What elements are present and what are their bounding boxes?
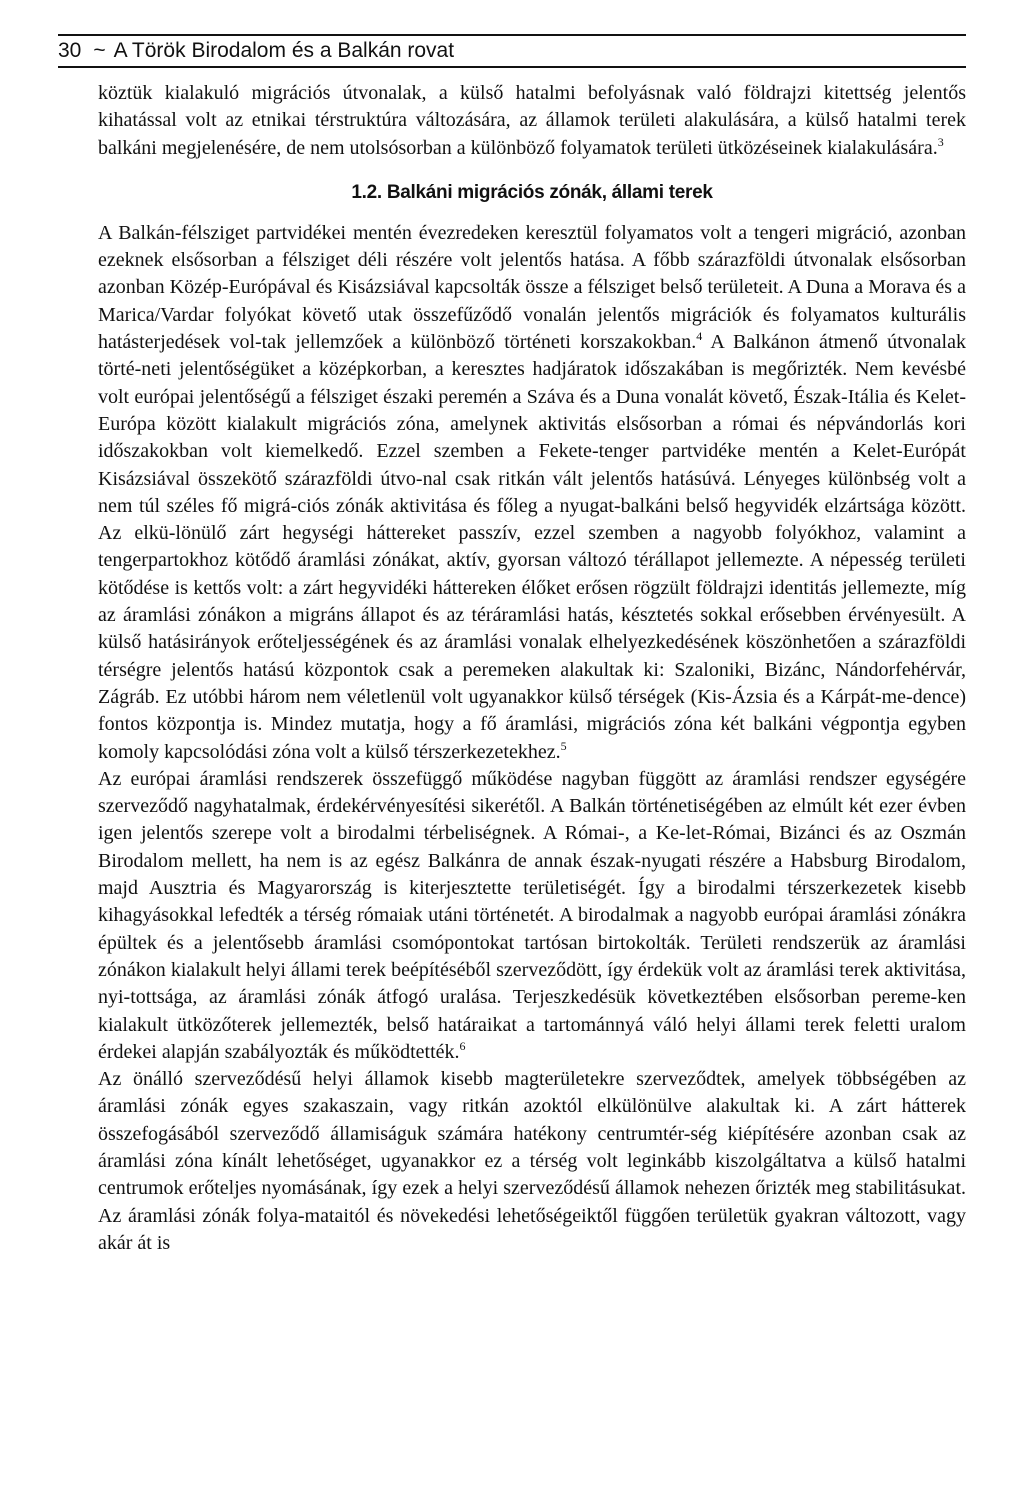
paragraph-text: Az önálló szerveződésű helyi államok kisebb magterületekre szerveződtek, amelyek többségében az áramlási zónák egyes szakaszain, vagy ritkán azoktól elkülönülve alakultak ki. A zárt hátterek összefogásából szerveződő államiságuk számára hatékony centrumtér-ség kiépítésére azonban csak az áramlási zóna kínált lehetőséget, ugyanakkor ez a térség volt leginkább kiszolgáltatva a külső hatalmi centrumok erőteljes nyomásának, így ezek a helyi szerveződésű államok nehezen őrizték meg stabilitásukat. Az áramlási zónák folya-mataitól és növekedési lehetőségeiktől függően területük gyakran változott, vagy akár át is xyxy=(98,1068,966,1254)
paragraph-text: A Balkán-félsziget partvidékei mentén évezredeken keresztül folyamatos volt a tengeri migráció, azonban ezeknek elsősorban a félsziget déli részére volt jelentős hatása. A főbb szárazföldi útvonalak elsősorban azonban Közép-Európával és Kisázsiával kapcsolták össze a félsziget belső területeit. A Duna a Morava és a Marica/Vardar folyókat követő utak összefűződő vonalán jelentős migrációk és folyamatos kulturális hatásterjedések vol-tak jellemzőek a különböző történeti korszakokban. xyxy=(98,221,966,354)
running-header xyxy=(58,34,966,68)
paragraph-migration-zones xyxy=(98,220,966,766)
paragraph-text: köztük kialakuló migrációs útvonalak, a külső hatalmi befolyásnak való földrajzi kitettség jelentős kihatással volt az etnikai térstruktúra változására, az államok területi alakulására, a külső hatalmi terek balkáni megjelenésére, de nem utolsósorban a különböző folyamatok területi ütközéseinek kialakulására. xyxy=(98,82,966,159)
main-text xyxy=(98,80,966,1257)
paragraph-continuation xyxy=(98,80,966,162)
page-number: 30 xyxy=(58,39,82,62)
series-title: A Török Birodalom és a Balkán rovat xyxy=(113,39,455,62)
section-heading: 1.2. Balkáni migrációs zónák, állami terek xyxy=(351,181,713,203)
header-separator: ~ xyxy=(93,39,106,62)
footnote-marker: 5 xyxy=(560,738,567,753)
paragraph-local-states xyxy=(98,1066,966,1257)
paragraph-text: Az európai áramlási rendszerek összefüggő működése nagyban függött az áramlási rendszer egységére szerveződő nagyhatalmak, érdekérvényesítési sikerétől. A Balkán történetiségében az elmúlt két ezer évben igen jelentős szerepe volt a birodalmi térbeliségnek. A Római-, a Ke-let-Római, Bizánci és az Oszmán Birodalom mellett, ha nem is az egész Balkánra de annak észak-nyugati részére a Habsburg Birodalom, majd Ausztria és Magyarország is kiterjesztette területiségét. Így a birodalmi térszerkezetek kisebb kihagyásokkal lefedték a térség rómaiak utáni történetét. A birodalmak a nagyobb európai áramlási zónákra épültek és a jelentősebb áramlási csomópontokat tartósan birtokolták. Területi rendszerük az áramlási zónákon kialakult helyi állami terek beépítéséből szerveződött, így érdekük volt az áramlási terek aktivitása, nyi-tottsága, az áramlási zónák átfogó uralása. Terjeszkedésük következtében elsősorban pereme-ken kialakult ütközőterek jellemezték, belső határaikat a tartománnyá váló helyi állami terek feletti uralom érdekei alapján szabályozták és működtették. xyxy=(98,767,966,1063)
footnote-marker: 6 xyxy=(459,1038,466,1053)
footnote-marker: 4 xyxy=(696,329,703,344)
footnote-marker: 3 xyxy=(937,134,944,149)
paragraph-empires xyxy=(98,766,966,1066)
paragraph-text: A Balkánon átmenő útvonalak törté-neti jelentőségüket a középkorban, a keresztes hadjáratok időszakában is megőrizték. Nem kevésbé volt európai jelentőségű a félsziget északi peremén a Száva és a Duna vonalát követő, Észak-Itália és Kelet-Európa között kialakult migrációs zóna, amelynek aktivitás elsősorban a római és népvándorlás kori időszakokban volt kiemelkedő. Ezzel szemben a Fekete-tenger partvidéke mentén a Kelet-Európát Kisázsiával összekötő szárazföldi útvo-nal csak ritkán vált jelentős hatásúvá. Lényeges különbség volt a nem túl széles fő migrá-ciós zónák aktivitása és főleg a nyugat-balkáni belső hegyvidék elzártsága között. Az elkü-lönülő zárt hegységi háttereket passzív, ezzel szemben a nagyobb folyókhoz, valamint a tengerpartokhoz kötődő áramlási zónákat, aktív, gyorsan változó térállapot jellemezte. A népesség területi kötődése is kettős volt: a zárt hegyvidéki háttereken élőket erősen rögzült földrajzi identitás jellemezte, míg az áramlási zónákon a migráns állapot és az téráramlási hatás, késztetés sokkal erősebben érvényesült. A külső hatásirányok erőteljességének és az áramlási vonalak elhelyezkedésének köszönhetően a szárazföldi térségre jelentős hatású központok csak a peremeken alakultak ki: Szaloniki, Bizánc, Nándorfehérvár, Zágráb. Ez utóbbi három nem véletlenül volt ugyanakkor külső térségek (Kis-Ázsia és a Kárpát-me-dence) fontos központja is. Mindez mutatja, hogy a fő áramlási, migrációs zóna két balkáni végpontja egyben komoly kapcsolódási zóna volt a külső térszerkezetekhez. xyxy=(98,331,966,763)
